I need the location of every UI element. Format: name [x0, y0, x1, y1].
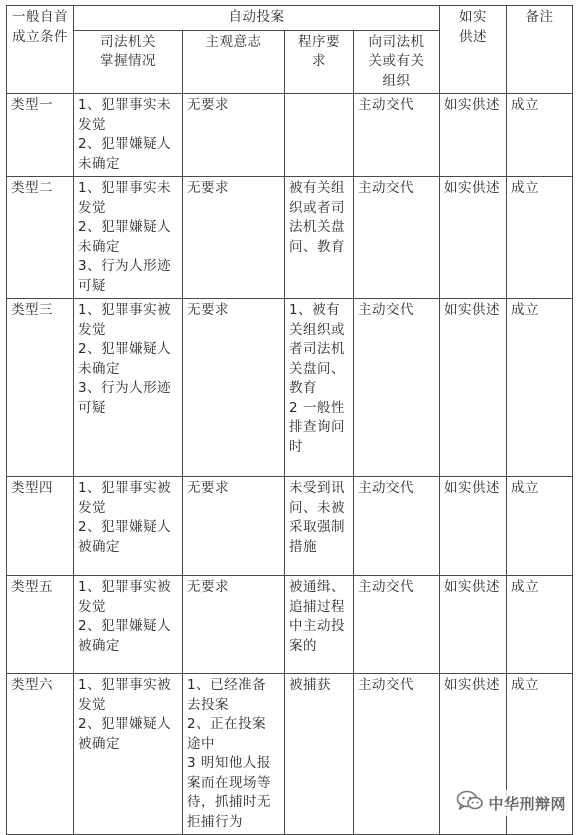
row-truthful: 如实供述 [440, 576, 507, 674]
header-procedure: 程序要 求 [285, 30, 354, 94]
row-procedure: 被有关组织或者司法机关盘问、教育 [285, 177, 354, 299]
row-voluntary: 主动交代 [354, 94, 440, 177]
header-confess-to-authority: 向司法机 关或有关 组织 [354, 30, 440, 94]
watermark [452, 790, 570, 816]
row-type: 类型一 [7, 94, 74, 177]
row-mastery: 1、犯罪事实被发觉 2、犯罪嫌疑人未确定 3、行为人形迹可疑 [74, 299, 183, 477]
row-will: 无要求 [183, 299, 285, 477]
row-note: 成立 [507, 477, 573, 576]
row-type: 类型五 [7, 576, 74, 674]
row-voluntary: 主动交代 [354, 674, 440, 835]
row-voluntary: 主动交代 [354, 477, 440, 576]
row-will: 1、已经准备去投案 2、正在投案途中 3 明知他人报案而在现场等待，抓捕时无拒捕行为 [183, 674, 285, 835]
row-type: 类型四 [7, 477, 74, 576]
row-mastery: 1、犯罪事实被发觉 2、犯罪嫌疑人被确定 [74, 576, 183, 674]
row-voluntary: 主动交代 [354, 177, 440, 299]
header-subjective-will: 主观意志 [183, 30, 285, 94]
wechat-icon [456, 790, 484, 816]
row-will: 无要求 [183, 576, 285, 674]
table-row [7, 576, 573, 674]
row-type: 类型六 [7, 674, 74, 835]
row-will: 无要求 [183, 177, 285, 299]
header-voluntary-surrender: 自动投案 [74, 6, 440, 31]
row-voluntary: 主动交代 [354, 299, 440, 477]
row-procedure: 被捕获 [285, 674, 354, 835]
table-row [7, 94, 573, 177]
row-will: 无要求 [183, 94, 285, 177]
row-truthful: 如实供述 [440, 177, 507, 299]
header-judicial-mastery: 司法机关 掌握情况 [74, 30, 183, 94]
row-truthful: 如实供述 [440, 94, 507, 177]
row-mastery: 1、犯罪事实被发觉 2、犯罪嫌疑人被确定 [74, 477, 183, 576]
row-procedure: 被通缉、追捕过程中主动投案的 [285, 576, 354, 674]
row-truthful: 如实供述 [440, 477, 507, 576]
row-procedure [285, 94, 354, 177]
header-conditions: 一般自首成立条件 [7, 6, 74, 94]
row-truthful: 如实供述 [440, 674, 507, 835]
watermark-text: 中华刑辩网 [488, 794, 566, 813]
row-note: 成立 [507, 177, 573, 299]
row-type: 类型二 [7, 177, 74, 299]
table-row [7, 477, 573, 576]
row-note: 成立 [507, 94, 573, 177]
table-row [7, 177, 573, 299]
header-truthful-confession: 如实 供述 [440, 6, 507, 94]
row-note: 成立 [507, 576, 573, 674]
row-mastery: 1、犯罪事实未发觉 2、犯罪嫌疑人未确定 [74, 94, 183, 177]
row-note: 成立 [507, 674, 573, 835]
row-will: 无要求 [183, 477, 285, 576]
row-voluntary: 主动交代 [354, 576, 440, 674]
row-procedure: 未受到讯问、未被采取强制措施 [285, 477, 354, 576]
self-surrender-table [6, 5, 573, 835]
row-type: 类型三 [7, 299, 74, 477]
table-row [7, 299, 573, 477]
row-note: 成立 [507, 299, 573, 477]
row-truthful: 如实供述 [440, 299, 507, 477]
header-notes: 备注 [507, 6, 573, 94]
row-procedure: 1、被有关组织或者司法机关盘问、教育 2 一般性排查询问时 [285, 299, 354, 477]
row-mastery: 1、犯罪事实未发觉 2、犯罪嫌疑人未确定 3、行为人形迹可疑 [74, 177, 183, 299]
row-mastery: 1、犯罪事实被发觉 2、犯罪嫌疑人被确定 [74, 674, 183, 835]
